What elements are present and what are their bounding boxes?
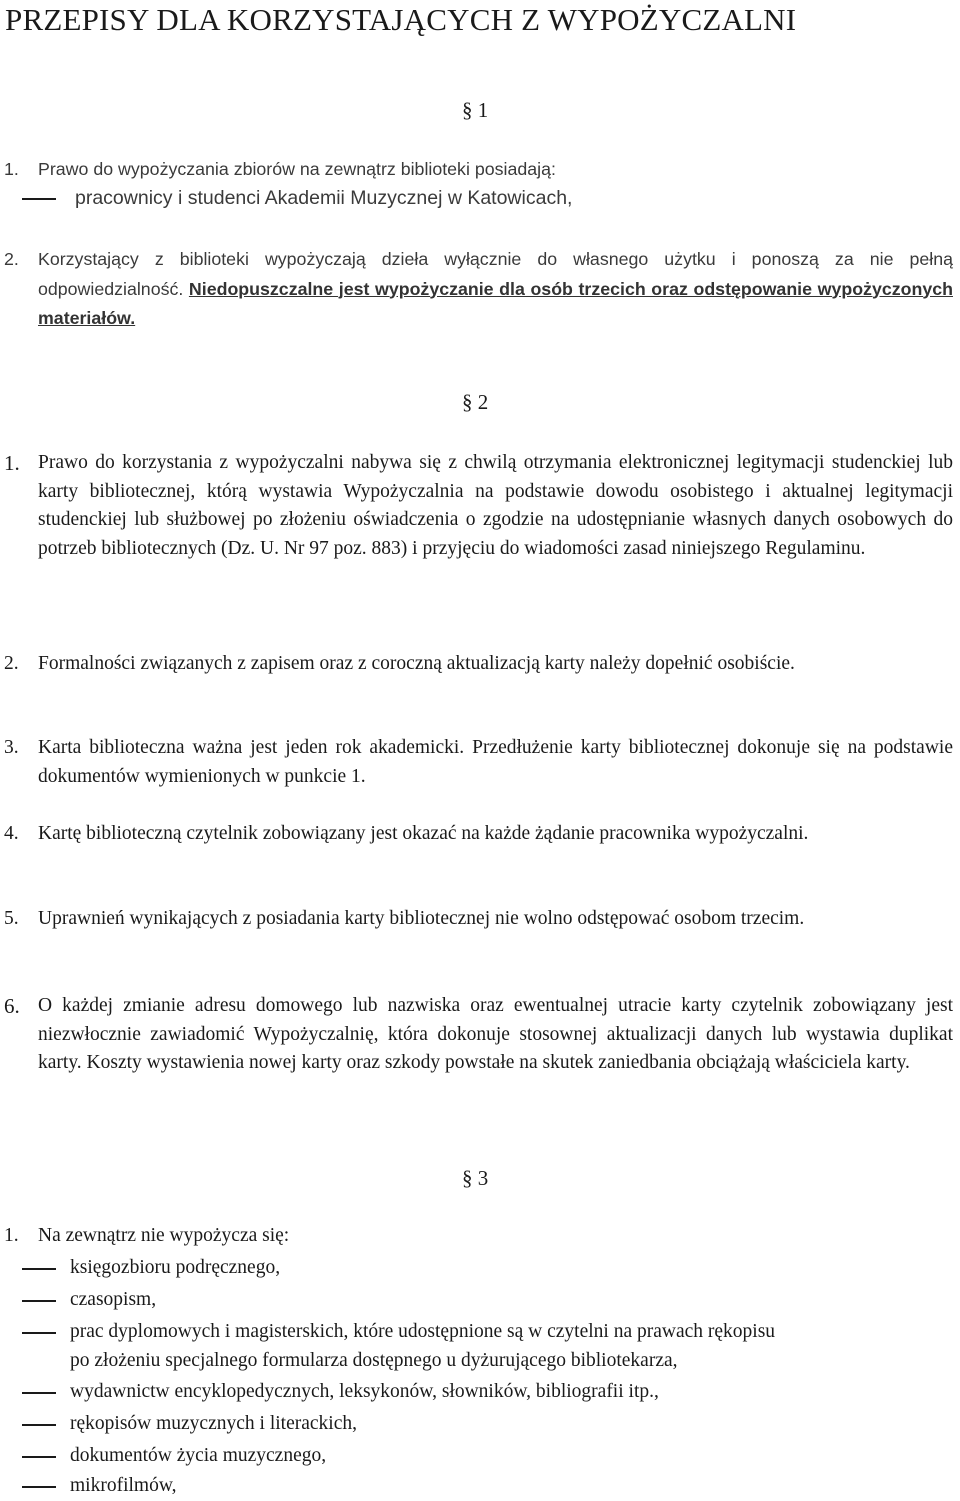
paragraph-plain-text: Korzystający z biblioteki wypożyczają dzieła wyłącznie do własnego użytku i ponoszą za nie pełną odpowiedzialność. [38,249,953,299]
list-item-text: pracownicy i studenci Akademii Muzycznej w Katowicach, [75,187,573,209]
list-item [0,1442,950,1471]
list-item-continuation: po złożeniu specjalnego formularza dostępnego u dyżurującego bibliotekarza, [70,1350,678,1371]
item-number: 5. [4,908,19,929]
list-item-text: dokumentów życia muzycznego, [70,1445,327,1466]
item-number: 6. [4,994,20,1018]
list-item-text: mikrofilmów, [70,1475,177,1496]
paragraph-s3-1: Na zewnątrz nie wypożycza się: [38,1225,290,1246]
list-item-text: prac dyplomowych i magisterskich, które udostępnione są w czytelni na prawach rękopisu [70,1321,776,1342]
dash-bullet-icon [22,1486,56,1488]
list-item-text: czasopism, [70,1289,157,1310]
dash-bullet-icon [22,1456,56,1458]
paragraph-s2-4: Kartę biblioteczną czytelnik zobowiązany jest okazać na każde żądanie pracownika wypożyczalni. [38,823,809,844]
paragraph-s2-5: Uprawnień wynikających z posiadania karty bibliotecznej nie wolno odstępować osobom trzecim. [38,908,805,929]
paragraph-s2-3: Karta biblioteczna ważna jest jeden rok akademicki. Przedłużenie karty bibliotecznej dokonuje się na podstawie dokumentów wymienionych w punkcie 1. [38,737,953,787]
paragraph-emphasis-text: Niedopuszczalne jest wypożyczanie dla osób trzecich oraz odstępowanie wypożyczonych materiałów. [38,278,953,328]
item-number: 3. [4,737,19,758]
section-mark-1: § 1 [462,98,489,122]
list-item-text: rękopisów muzycznych i literackich, [70,1413,357,1434]
paragraph-s1-1: Prawo do wypożyczania zbiorów na zewnątrz biblioteki posiadają: [38,159,556,179]
dash-bullet-icon [22,198,56,200]
dash-bullet-icon [22,1332,56,1334]
item-number: 1. [4,451,20,475]
list-item [0,1378,950,1407]
paragraph-s1-2 [38,245,953,334]
section-mark-2: § 2 [462,390,489,414]
page-title: PRZEPISY DLA KORZYSTAJĄCYCH Z WYPOŻYCZALNI [5,2,797,37]
section-mark-3: § 3 [462,1166,489,1190]
item-number: 2. [4,653,19,674]
dash-bullet-icon [22,1392,56,1394]
paragraph-s2-6: O każdej zmianie adresu domowego lub nazwiska oraz ewentualnej utracie karty czytelnik zobowiązany jest niezwłocznie zawiadomić Wypożyczalnię, która dokonuje stosownej aktualizacji danych lub wystawia duplikat karty. Koszty wystawienia nowej karty oraz szkody powstałe na skutek zaniedbania obciążają właściciela karty. [38,995,953,1074]
list-item-text: księgozbioru podręcznego, [70,1257,281,1278]
dash-bullet-icon [22,1424,56,1426]
list-item-text: wydawnictw encyklopedycznych, leksykonów, słowników, bibliografii itp., [70,1381,659,1402]
list-item [0,1410,950,1439]
item-number: 4. [4,823,19,844]
list-item [0,1318,950,1347]
item-number: 1. [4,159,19,179]
item-number: 2. [4,249,19,269]
item-number: 1. [4,1225,19,1246]
dash-bullet-icon [22,1268,56,1270]
list-item [0,1472,950,1501]
list-item [0,1254,950,1283]
dash-bullet-icon [22,1300,56,1302]
list-item [0,1286,950,1315]
list-item [0,184,950,213]
paragraph-s2-2: Formalności związanych z zapisem oraz z coroczną aktualizacją karty należy dopełnić osobiście. [38,653,795,674]
paragraph-s2-1: Prawo do korzystania z wypożyczalni nabywa się z chwilą otrzymania elektronicznej legitymacji studenckiej lub karty bibliotecznej, którą wystawia Wypożyczalnia na podstawie dowodu osobistego i aktualnej legitymacji studenckiej lub służbowej po złożeniu oświadczenia o zgodzie na udostępnianie własnych danych osobowych do potrzeb bibliotecznych (Dz. U. Nr 97 poz. 883) i przyjęciu do wiadomości zasad niniejszego Regulaminu. [38,452,953,560]
